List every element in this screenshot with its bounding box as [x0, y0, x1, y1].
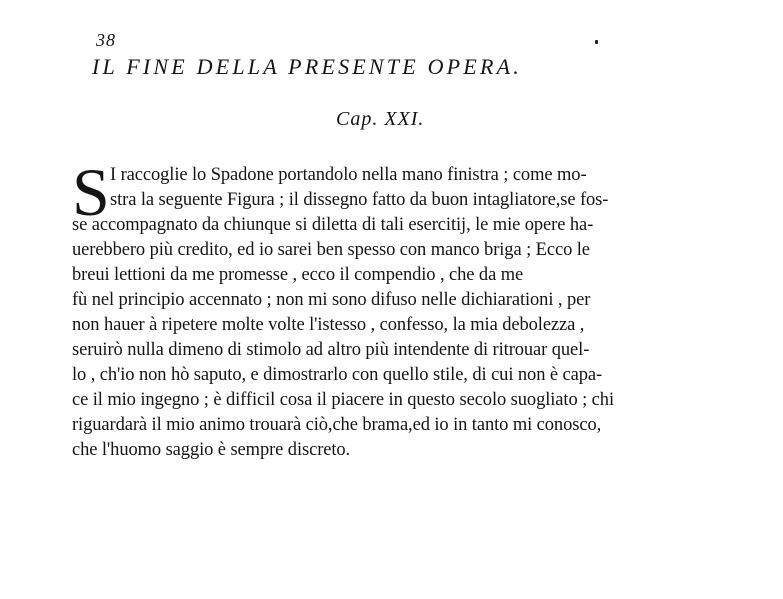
text-line: riguardarà il mio animo trouarà ciò,che brama,ed io in tanto mi conosco,: [72, 415, 602, 435]
text-line: uerebbero più credito, ed io sarei ben spesso con manco briga ; Ecco le: [72, 240, 590, 260]
page-number: 38: [96, 30, 116, 50]
text-line: ce il mio ingegno ; è difficil cosa il piacere in questo secolo suogliato ; chi: [72, 390, 614, 410]
text-line: stra la seguente Figura ; il dissegno fatto da buon intagliatore,se fos-: [110, 190, 609, 210]
text-line: lo , ch'io non hò saputo, e dimostrarlo con quello stile, di cui non è capa-: [72, 365, 603, 385]
text-line: se accompagnato da chiunque si diletta di tali esercitij, le mie opere ha-: [72, 215, 594, 235]
text-line: che l'huomo saggio è sempre discreto.: [72, 440, 351, 460]
chapter-heading: Cap. XXI.: [336, 108, 425, 130]
text-line: fù nel principio accennato ; non mi sono difuso nelle dichiarationi , per: [72, 290, 591, 310]
text-line: seruirò nulla dimeno di stimolo ad altro più intendente di ritrouar quel-: [72, 340, 590, 360]
ink-speck: [595, 40, 598, 44]
page-title: IL FINE DELLA PRESENTE OPERA.: [92, 54, 522, 79]
text-line: I raccoglie lo Spadone portandolo nella mano finistra ; come mo-: [110, 165, 587, 185]
text-line: breui lettioni da me promesse , ecco il compendio , che da me: [72, 265, 524, 285]
drop-cap: S: [72, 154, 110, 230]
text-line: non hauer à ripetere molte volte l'istesso , confesso, la mia debolezza ,: [72, 315, 585, 335]
